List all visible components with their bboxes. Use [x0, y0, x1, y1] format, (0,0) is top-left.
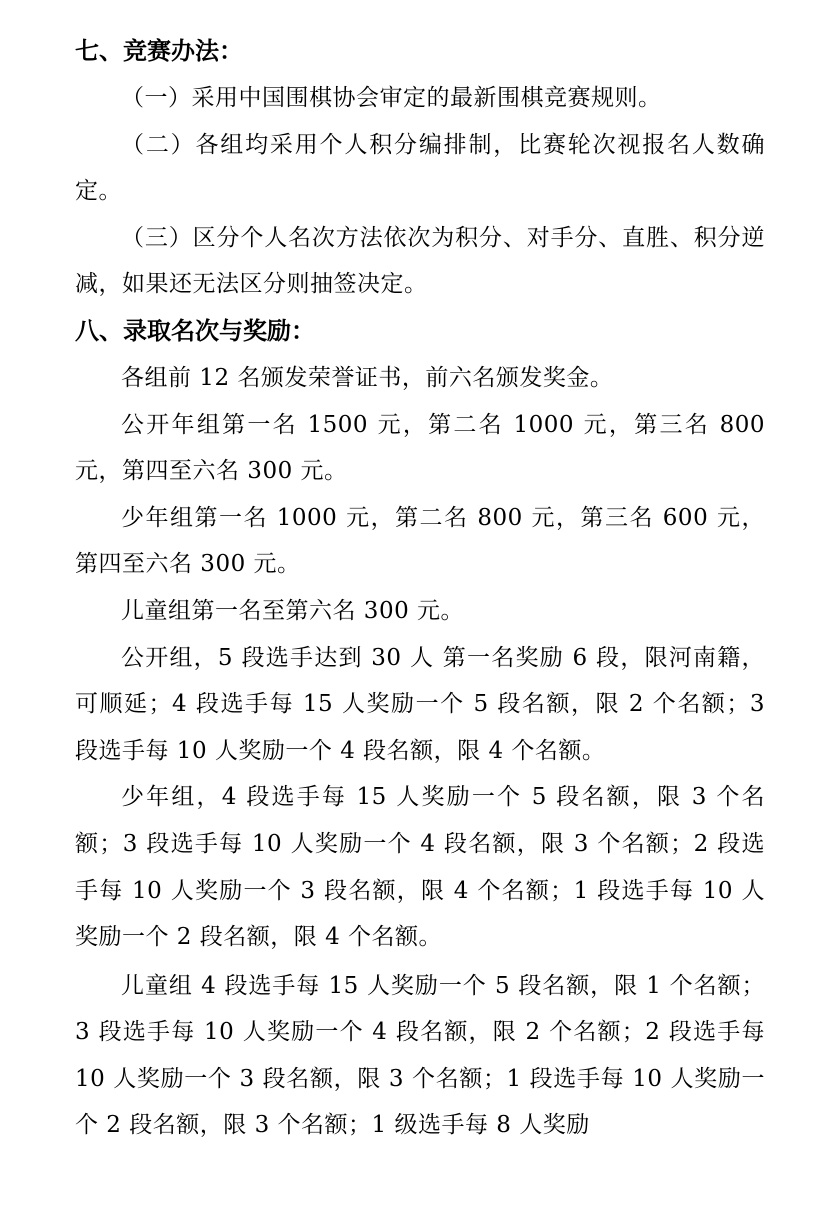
rule-item-2: （二）各组均采用个人积分编排制，比赛轮次视报名人数确定。: [75, 131, 765, 205]
award-youth-group-prizes: 少年组第一名 1000 元，第二名 800 元，第三名 600 元，第四至六名 300 元。: [75, 504, 765, 578]
rule-item-1: （一）采用中国围棋协会审定的最新围棋竞赛规则。: [121, 85, 662, 111]
promotion-open-group: 公开组，5 段选手达到 30 人 第一名奖励 6 段，限河南籍，可顺延；4 段选手每 15 人奖励一个 5 段名额，限 2 个名额；3 段选手每 10 人奖励一个 4 段名额，限 4 个名额。: [75, 644, 765, 764]
rule-item-3: （三）区分个人名次方法依次为积分、对手分、直胜、积分逆减，如果还无法区分则抽签决定。: [75, 224, 765, 298]
award-certificates: 各组前 12 名颁发荣誉证书，前六名颁发奖金。: [121, 364, 614, 391]
promotion-children-group: 儿童组 4 段选手每 15 人奖励一个 5 段名额，限 1 个名额；3 段选手每 10 人奖励一个 4 段名额，限 2 个名额；2 段选手每 10 人奖励一个 3 段名额，限 3 个名额；1 段选手每 10 人奖励一个 2 段名额，限 3 个名额；1 级选手每 8 人奖励: [75, 972, 765, 1139]
section-7-heading: 七、竞赛办法：: [75, 37, 243, 65]
promotion-youth-group: 少年组，4 段选手每 15 人奖励一个 5 段名额，限 3 个名额；3 段选手每 10 人奖励一个 4 段名额，限 3 个名额；2 段选手每 10 人奖励一个 3 段名额，限 4 个名额；1 段选手每 10 人奖励一个 2 段名额，限 4 个名额。: [75, 784, 765, 951]
award-open-group-prizes: 公开年组第一名 1500 元，第二名 1000 元，第三名 800 元，第四至六名 300 元。: [75, 411, 765, 485]
section-8-heading: 八、录取名次与奖励：: [75, 316, 315, 345]
document-page: [75, 28, 765, 1149]
award-children-group-prizes: 儿童组第一名至第六名 300 元。: [121, 597, 465, 624]
